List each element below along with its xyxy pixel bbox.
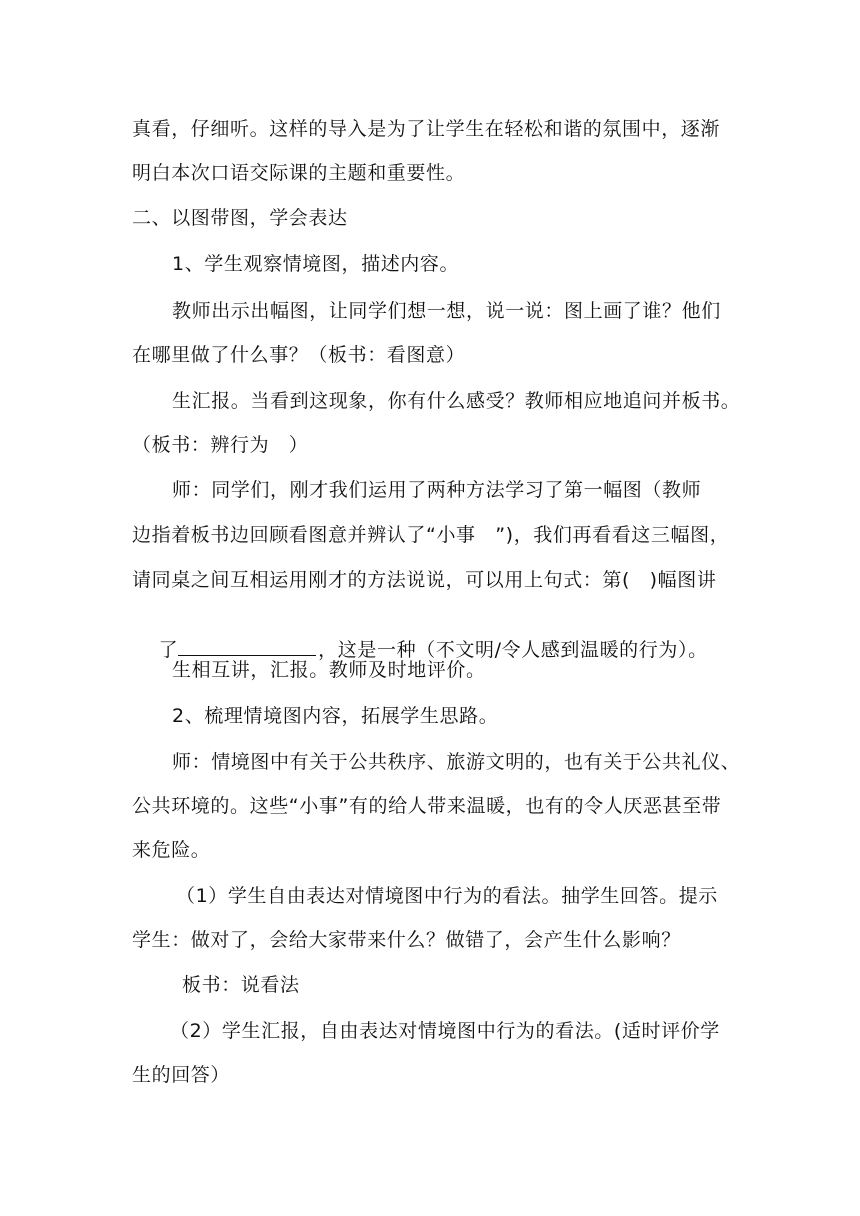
- section-heading: 二、以图带图，学会表达: [132, 207, 348, 229]
- paragraph-line: 生的回答）: [132, 1064, 231, 1086]
- board-note: 板书：说看法: [182, 974, 300, 996]
- paragraph-line: 来危险。: [132, 839, 211, 861]
- paragraph-line: 真看，仔细听。这样的导入是为了让学生在轻松和谐的氛围中，逐渐: [132, 118, 721, 140]
- paragraph-line: 请同桌之间互相运用刚才的方法说说，可以用上句式：第( )幅图讲: [132, 569, 717, 591]
- paragraph-line: 师：情境图中有关于公共秩序、旅游文明的，也有关于公共礼仪、: [172, 751, 741, 773]
- paragraph-line: 边指着板书边回顾看图意并辨认了“小事 ”)，我们再看看这三幅图，: [132, 524, 730, 546]
- subsection-heading: 2、梳理情境图内容，拓展学生思路。: [172, 705, 499, 727]
- paragraph-line: （板书：辨行为 ）: [132, 434, 309, 456]
- paragraph-line: （1）学生自由表达对情境图中行为的看法。抽学生回答。提示: [176, 885, 718, 907]
- paragraph-line: 公共环境的。这些“小事”有的给人带来温暖，也有的令人厌恶甚至带: [132, 795, 722, 817]
- fill-in-suffix: ，这是一种（不文明/令人感到温暖的行为）。: [318, 639, 708, 661]
- paragraph-line: 明白本次口语交际课的主题和重要性。: [132, 162, 466, 184]
- fill-in-prefix: 了: [158, 639, 179, 661]
- subsection-heading: 1、学生观察情境图，描述内容。: [172, 253, 460, 275]
- paragraph-line: 生汇报。当看到这现象，你有什么感受？教师相应地追问并板书。: [172, 390, 741, 412]
- paragraph-line: 师：同学们，刚才我们运用了两种方法学习了第一幅图（教师: [172, 479, 702, 501]
- paragraph-line: （2）学生汇报，自由表达对情境图中行为的看法。(适时评价学: [170, 1020, 720, 1042]
- paragraph-line: 教师出示出幅图，让同学们想一想，说一说：图上画了谁？他们: [172, 300, 721, 322]
- fill-in-blank: [178, 637, 316, 656]
- paragraph-line: 在哪里做了什么事？（板书：看图意）: [132, 344, 466, 366]
- paragraph-line: 学生：做对了，会给大家带来什么？做错了，会产生什么影响？: [132, 929, 681, 951]
- paragraph-line: 生相互讲，汇报。教师及时地评价。: [172, 659, 486, 681]
